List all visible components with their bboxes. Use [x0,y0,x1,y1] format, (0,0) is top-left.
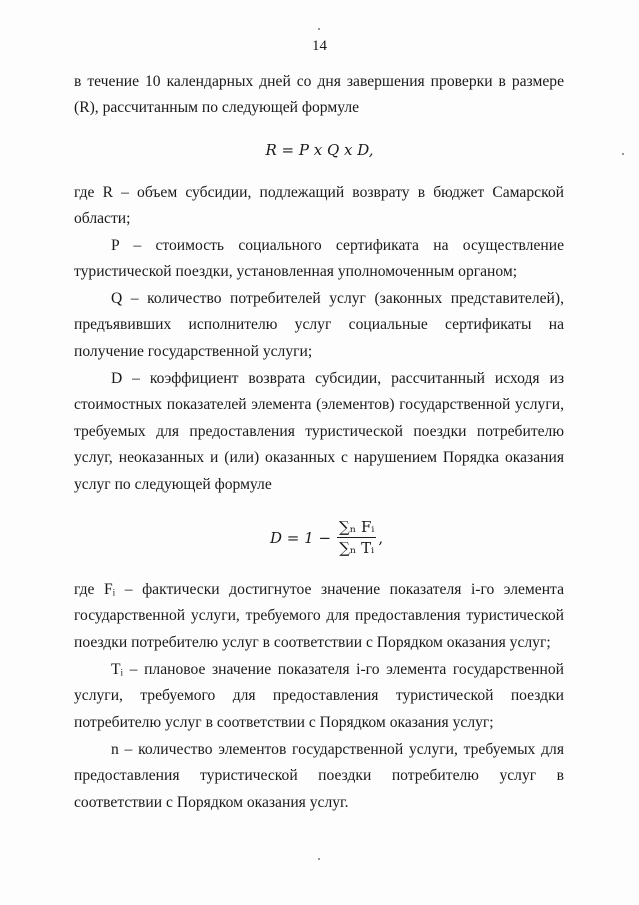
paragraph-t-definition: Tᵢ – плановое значение показателя i-го элемента государственной услуги, требуемого для предоставления туристической поездки потребителю услуг в соответствии с Порядком оказания услуг; [74,661,564,731]
formula-d-numerator: ∑ₙ Fᵢ [339,518,375,536]
paragraph-f-definition: где Fᵢ – фактически достигнутое значение показателя i-го элемента государственной услуги, требуемого для предоставления туристической поездки потребителю услуг в соответствии с Порядком оказания услуг; [74,581,564,651]
page-number: 14 [312,38,327,54]
paragraph-intro: в течение 10 календарных дней со дня завершения проверки в размере (R), рассчитанным по следующей формуле [74,73,564,117]
formula-d-denominator: ∑ₙ Tᵢ [339,539,375,557]
formula-d-fraction [337,518,376,557]
paragraph-p-definition: P – стоимость социального сертификата на осуществление туристической поездки, установленная уполномоченным органом; [74,237,564,281]
paragraph-r-definition: где R – объем субсидии, подлежащий возврату в бюджет Самарской области; [74,184,564,228]
formula-d [270,518,383,557]
scan-speck [622,153,624,155]
scan-speck [318,858,320,860]
formula-d-trail: , [378,528,384,547]
paragraph-d-definition: D – коэффициент возврата субсидии, рассчитанный исходя из стоимостных показателей элемента (элементов) государственной услуги, требуемых для предоставления туристической поездки потребителю услуг, неоказанных и (или) оказанных с нарушением Порядка оказания услуг по следующей формуле [74,370,564,493]
paragraph-n-definition: n – количество элементов государственной услуги, требуемых для предоставления туристической поездки потребителю услуг в соответствии с Порядком оказания услуг. [74,741,564,811]
formula-d-lhs: D = 1 − [270,528,332,547]
scan-speck [318,28,320,30]
formula-r: R = P x Q x D, [265,141,374,159]
paragraph-q-definition: Q – количество потребителей услуг (законных представителей), предъявивших исполнителю услуг социальные сертификаты на получение государственной услуги; [74,290,564,360]
